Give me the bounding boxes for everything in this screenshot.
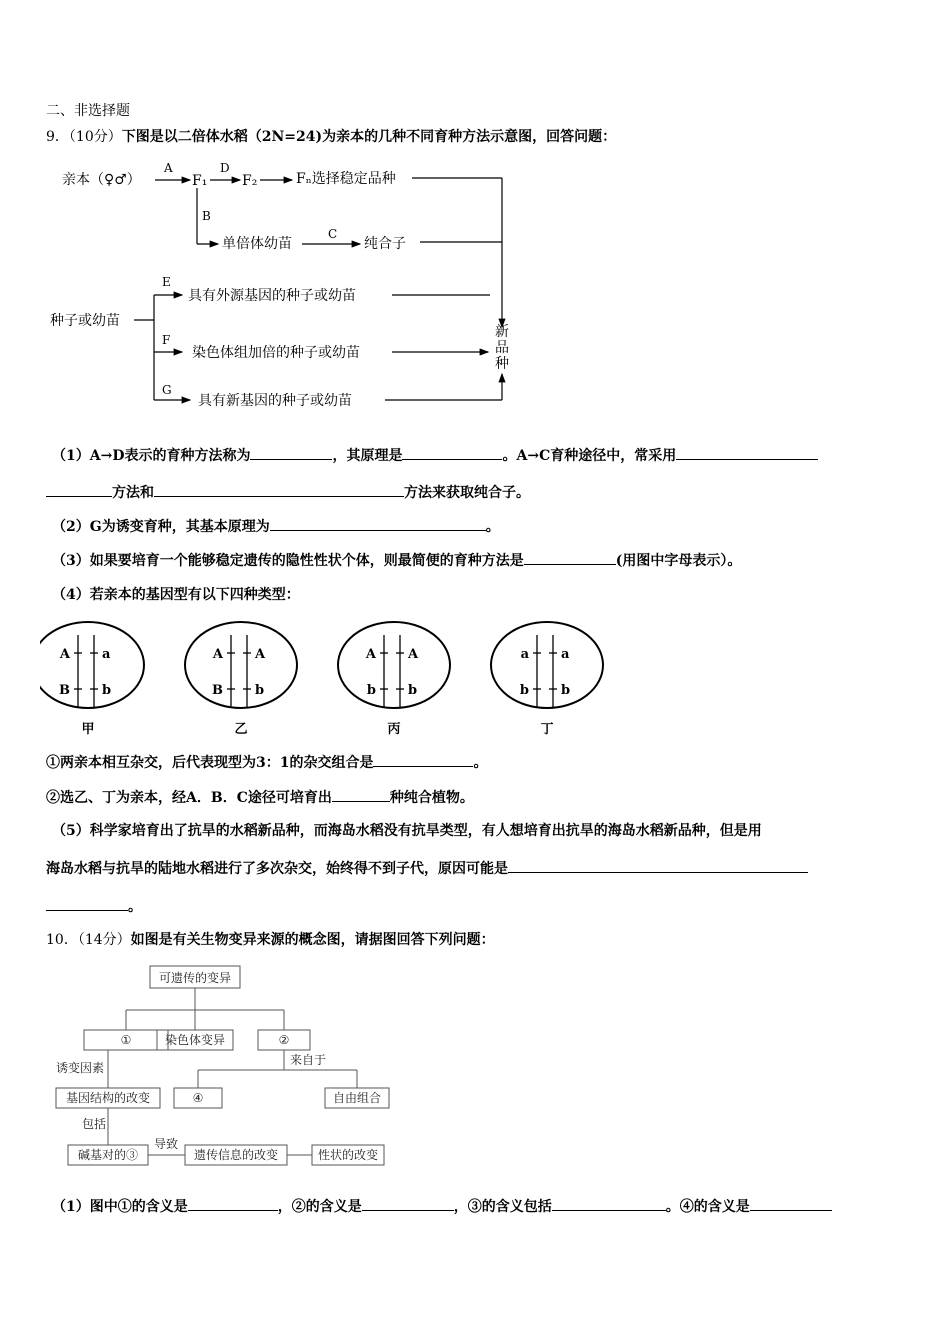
q10-stem-text: 如图是有关生物变异来源的概念图，请据图回答下列问题： xyxy=(130,932,495,948)
allele-label: A xyxy=(255,647,266,662)
map-label-include: 包括 xyxy=(81,1117,107,1131)
map-gene-change: 基因结构的改变 xyxy=(65,1091,151,1105)
allele-label: b xyxy=(519,683,529,698)
map-label-lead: 导致 xyxy=(153,1137,179,1151)
section-title: 二、非选择题 xyxy=(46,103,130,119)
diagram-label-a: A xyxy=(164,161,173,175)
allele-label: b xyxy=(255,683,265,698)
q9-part5-line3: 。 xyxy=(46,896,142,917)
q9-sub1: ①两亲本相互杂交，后代表现型为3：1的杂交组合是 。 xyxy=(46,752,487,773)
q9-part4: （4）若亲本的基因型有以下四种类型： xyxy=(52,587,300,603)
map-free-combination: 自由组合 xyxy=(332,1091,382,1105)
allele-label: a xyxy=(520,647,529,662)
q9-part1-line1: （1）A→D表示的育种方法称为 ，其原理是 。A→C育种途径中，常采用 xyxy=(52,445,818,466)
allele-label: A xyxy=(408,647,419,662)
diagram-seed: 种子或幼苗 xyxy=(50,313,120,329)
allele-label: A xyxy=(59,647,70,662)
genotype-cells xyxy=(40,615,620,740)
allele-label: b xyxy=(366,683,376,698)
map-label-from: 来自于 xyxy=(289,1053,327,1067)
diagram-fn: Fₙ选择稳定品种 xyxy=(296,171,396,187)
diagram-haploid: 单倍体幼苗 xyxy=(222,236,292,252)
answer-blank xyxy=(362,1196,454,1211)
diagram-label-f: F xyxy=(162,333,171,347)
map-label-mutagen: 诱变因素 xyxy=(55,1061,105,1075)
cell-outline xyxy=(338,622,450,708)
q9-part1-line2: 方法和 方法来获取纯合子。 xyxy=(46,482,530,503)
cell-name: 甲 xyxy=(81,722,95,737)
answer-blank xyxy=(750,1196,832,1211)
q10-number: 10．（14分） xyxy=(46,932,131,948)
answer-blank xyxy=(188,1196,278,1211)
allele-label: b xyxy=(102,683,112,698)
diagram-newvar-3: 种 xyxy=(495,356,509,372)
q9-stem-text: 下图是以二倍体水稻（2N=24)为亲本的几种不同育种方法示意图，回答问题： xyxy=(121,129,617,145)
diagram-newvar-1: 新 xyxy=(495,324,509,340)
answer-blank xyxy=(676,445,818,460)
answer-blank xyxy=(524,550,616,565)
cell-name: 乙 xyxy=(234,722,248,737)
q10-stem xyxy=(46,930,495,950)
allele-label: B xyxy=(59,683,70,698)
allele-label: b xyxy=(561,683,571,698)
diagram-label-g: G xyxy=(162,383,172,397)
map-node-3: 碱基对的③ xyxy=(77,1148,139,1162)
q9-number: 9．（10分） xyxy=(46,129,122,145)
allele-label: A xyxy=(212,647,223,662)
q10-part1: （1）图中①的含义是 ，②的含义是 ，③的含义包括 。④的含义是 xyxy=(52,1196,832,1217)
cell-name: 丙 xyxy=(387,722,401,737)
map-node-2: ② xyxy=(278,1033,290,1047)
answer-blank xyxy=(402,445,502,460)
diagram-parent: 亲本（♀♂） xyxy=(62,172,141,188)
diagram-label-c: C xyxy=(328,227,338,241)
allele-label: A xyxy=(365,647,376,662)
diagram-pure: 纯合子 xyxy=(364,236,406,252)
answer-blank xyxy=(154,482,404,497)
diagram-label-b: B xyxy=(202,209,211,223)
q9-stem xyxy=(46,127,616,147)
answer-blank xyxy=(46,896,128,911)
map-root: 可遗传的变异 xyxy=(158,971,232,985)
map-node-4: ④ xyxy=(192,1091,204,1105)
allele-label: b xyxy=(408,683,418,698)
allele-label: B xyxy=(212,683,223,698)
allele-label: a xyxy=(561,647,570,662)
q9-sub2: ②选乙、丁为亲本，经A．B．C途径可培育出 种纯合植物。 xyxy=(46,787,474,808)
diagram-newgene: 具有新基因的种子或幼苗 xyxy=(198,393,352,409)
map-info-change: 遗传信息的改变 xyxy=(193,1148,279,1162)
q9-part3: （3）如果要培育一个能够稳定遗传的隐性性状个体，则最简便的育种方法是 (用图中字母表示）。 xyxy=(52,550,741,571)
diagram-label-d: D xyxy=(220,161,230,175)
map-trait-change: 性状的改变 xyxy=(317,1148,379,1162)
diagram-f1: F₁ xyxy=(192,173,208,189)
cell-outline xyxy=(491,622,603,708)
answer-blank xyxy=(552,1196,666,1211)
answer-blank xyxy=(270,516,486,531)
answer-blank xyxy=(332,787,390,802)
q9-part5-line1: （5）科学家培育出了抗旱的水稻新品种，而海岛水稻没有抗旱类型，有人想培育出抗旱的海岛水稻新品种，但是用 xyxy=(52,823,762,839)
map-node-1: ① xyxy=(120,1033,132,1047)
q9-part5-line2: 海岛水稻与抗旱的陆地水稻进行了多次杂交，始终得不到子代，原因可能是 xyxy=(46,858,808,879)
cell-outline xyxy=(40,622,144,708)
diagram-poly: 染色体组加倍的种子或幼苗 xyxy=(192,345,360,361)
q9-part2: （2）G为诱变育种，其基本原理为 。 xyxy=(52,516,500,537)
diagram-exo: 具有外源基因的种子或幼苗 xyxy=(188,288,356,304)
allele-label: a xyxy=(102,647,111,662)
answer-blank xyxy=(508,858,808,873)
answer-blank xyxy=(373,752,473,767)
breeding-diagram xyxy=(40,152,520,417)
cell-name: 丁 xyxy=(540,722,554,737)
diagram-newvar-2: 品 xyxy=(495,340,509,356)
map-chromosome: 染色体变异 xyxy=(164,1033,226,1047)
variation-concept-map xyxy=(50,962,400,1172)
answer-blank xyxy=(250,445,332,460)
cell-outline xyxy=(185,622,297,708)
diagram-label-e: E xyxy=(162,275,171,289)
diagram-f2: F₂ xyxy=(242,173,258,189)
answer-blank xyxy=(46,482,112,497)
